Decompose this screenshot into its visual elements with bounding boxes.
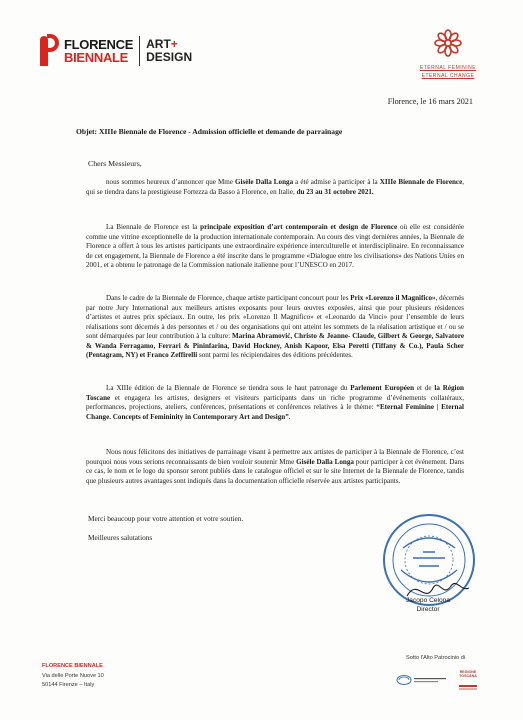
regione-toscana-logo: [457, 670, 479, 687]
logo-line-florence: FLORENCE: [64, 37, 134, 52]
letter-subject: Objet: XIIIe Biennale de Florence - Admission officielle et demande de parrainage: [76, 127, 343, 136]
toscana-line-2: TOSCANA: [459, 674, 477, 678]
footer-address-line-2: 50144 Firenze – Italy: [42, 682, 95, 688]
thanks-line: Merci beaucoup pour votre attention et votre soutien.: [88, 514, 244, 523]
logo-plus: +: [170, 37, 178, 51]
flower-emblem-icon: [433, 28, 463, 58]
salutation: Chers Messieurs,: [88, 159, 142, 168]
signatory-role: Director: [416, 606, 440, 613]
logo-art: ART: [146, 37, 171, 51]
european-parliament-logo-icon: [396, 674, 448, 686]
toscana-line-1: REGIONE: [459, 670, 477, 674]
logo-design: DESIGN: [146, 50, 193, 64]
biennale-mark-icon: [40, 34, 60, 68]
logo-line-biennale: BIENNALE: [64, 50, 129, 65]
eternal-logo-text-1: ETERNAL FEMININE: [419, 65, 477, 71]
paragraph-patronage: La XIIIe édition de la Biennale de Florence se tiendra sous le haut patronage du Parlement Européen et de la Région Toscane et engagera les artistes, designers et visiteurs participants dans un riche programme d’événements collatéraux, performances, projections, ateliers, conférences, présentations et conférences relatives à le thème: “Eternal Feminine | Eternal Change. Concepts of Femininity in Contemporary Art and Design”.: [86, 384, 464, 421]
footer-address-line-1: Via delle Porte Nuove 10: [42, 673, 104, 679]
logo-divider: [139, 36, 140, 66]
eternal-feminine-logo: [412, 28, 484, 79]
letter-date: Florence, le 16 mars 2021: [387, 97, 473, 106]
toscana-flag-icon: [457, 684, 479, 691]
paragraph-about-biennale: La Biennale de Florence est la principale exposition d’art contemporain et design de Florence où elle est considérée comme une vitrine exceptionnelle de la production internationale contemporain. Au cours des vingt dernières années, la Biennale de Florence a offert à tous les artistes participants une extraordinaire expérience interculturelle et interdisciplinaire. En reconnaissance de cet engagement, la Biennale de Florence a été inscrite dans le programme «Dialogue entre les civilisations» des Nations Unies en 2001, et a obtenu le patronage de la Commission nationale italienne pour l’UNESCO en 2017.: [86, 223, 464, 269]
florence-biennale-logo: [40, 34, 192, 68]
patronage-label: Sotto l’Alto Patrocinio di: [406, 655, 466, 661]
paragraph-sponsorship: Nous nous félicitons des initiatives de parrainage visant à permettre aux artistes de participer à la Biennale de Florence, c’est pourquoi nous vous serions reconnaissants de bien vouloir soutenir Mme Gisèle Dalla Longa pour participer à cet événement. Dans ce cas, le nom et le logo du sponsor seront publiés dans le catalogue officiel et sur le site Internet de la Biennale de Florence, tandis que plusieurs autres avantages sont indiqués dans la documentation officielle réservée aux artistes participants.: [86, 448, 464, 485]
footer-org: FLORENCE BIENNALE: [42, 663, 103, 669]
eternal-logo-text-2: ETERNAL CHANGE: [421, 73, 475, 79]
signatory-name: Jacopo Celona: [406, 597, 450, 604]
paragraph-prizes: Dans le cadre de la Biennale de Florence, chaque artiste participant concourt pour les Prix «Lorenzo il Magnifico», décernés par notre Jury International aux meilleurs artistes exposants pour leurs œuvres exposées, ainsi que pour plusieurs résidences d’artistes et autres prix spéciaux. En outre, les prix «Lorenzo Il Magnifico» et «Leonardo da Vinci» pour l’ensemble de leurs réalisations sont décernés à des personnes et / ou des organisations qui ont atteint les sommets de la réalisation artistique et / ou se sont démarquées par leur contribution à la culture: Marina Abramović, Christo & Jeanne- Claude, Gilbert & George, Salvatore & Wanda Ferragamo, Ferrari & Pininfarina, David Hockney, Anish Kapoor, Elsa Peretti (Tiffany & Co.), Paula Scher (Pentagram, NY) et Franco Zeffirelli sont parmi les récipiendaires des éditions précédentes.: [86, 294, 464, 359]
regards-line: Meilleures salutations: [88, 533, 153, 542]
paragraph-admission: nous sommes heureux d’annoncer que Mme Gisèle Dalla Longa a été admise à participer à la XIIIe Biennale de Florence, qui se tiendra dans la prestigieuse Fortezza da Basso à Florence, en Italie, du 23 au 31 octobre 2021.: [86, 178, 465, 196]
